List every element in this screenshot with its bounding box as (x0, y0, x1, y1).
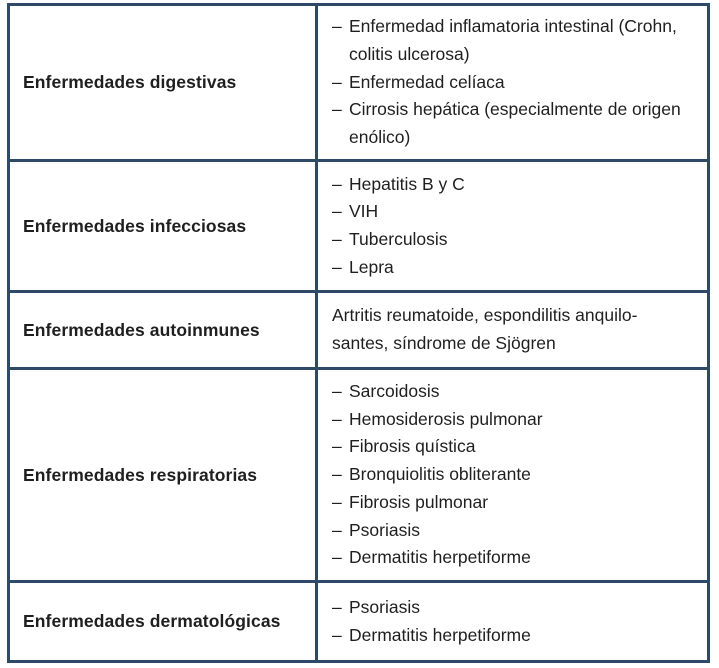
list-item: – Hemosiderosis pulmonar (332, 406, 707, 434)
list-item: – Fibrosis pulmonar (332, 489, 707, 517)
item-list (332, 378, 707, 572)
description-cell (317, 292, 709, 369)
description-cell (317, 161, 709, 292)
description-text: Artritis reumatoide, espondilitis anquilo-santes, síndrome de Sjögren (332, 305, 638, 353)
list-item: – Dermatitis herpetiforme (332, 544, 707, 572)
list-item: – VIH (332, 198, 707, 226)
list-item: – Enfermedad inflamatoria intestinal (Crohn, colitis ulcerosa) (332, 13, 707, 68)
list-item: – Fibrosis quística (332, 433, 707, 461)
table-row (9, 369, 709, 582)
item-list (332, 171, 707, 282)
category-cell: Enfermedades infecciosas (9, 161, 317, 292)
description-cell (317, 369, 709, 582)
disease-table (7, 3, 710, 663)
item-list (332, 594, 707, 649)
category-cell: Enfermedades digestivas (9, 5, 317, 161)
table-row (9, 292, 709, 369)
table-row (9, 582, 709, 662)
list-item: – Psoriasis (332, 594, 707, 622)
table-row (9, 5, 709, 161)
category-cell: Enfermedades respiratorias (9, 369, 317, 582)
list-item: – Dermatitis herpetiforme (332, 622, 707, 650)
item-list (332, 13, 707, 152)
table-row (9, 161, 709, 292)
list-item: – Sarcoidosis (332, 378, 707, 406)
list-item: – Hepatitis B y C (332, 171, 707, 199)
description-cell (317, 582, 709, 662)
list-item: – Enfermedad celíaca (332, 69, 707, 97)
description-cell (317, 5, 709, 161)
list-item: – Lepra (332, 254, 707, 282)
list-item: – Tuberculosis (332, 226, 707, 254)
category-cell: Enfermedades dermatológicas (9, 582, 317, 662)
category-cell: Enfermedades autoinmunes (9, 292, 317, 369)
list-item: – Bronquiolitis obliterante (332, 461, 707, 489)
list-item: – Psoriasis (332, 517, 707, 545)
list-item: – Cirrosis hepática (especialmente de origen enólico) (332, 96, 707, 151)
